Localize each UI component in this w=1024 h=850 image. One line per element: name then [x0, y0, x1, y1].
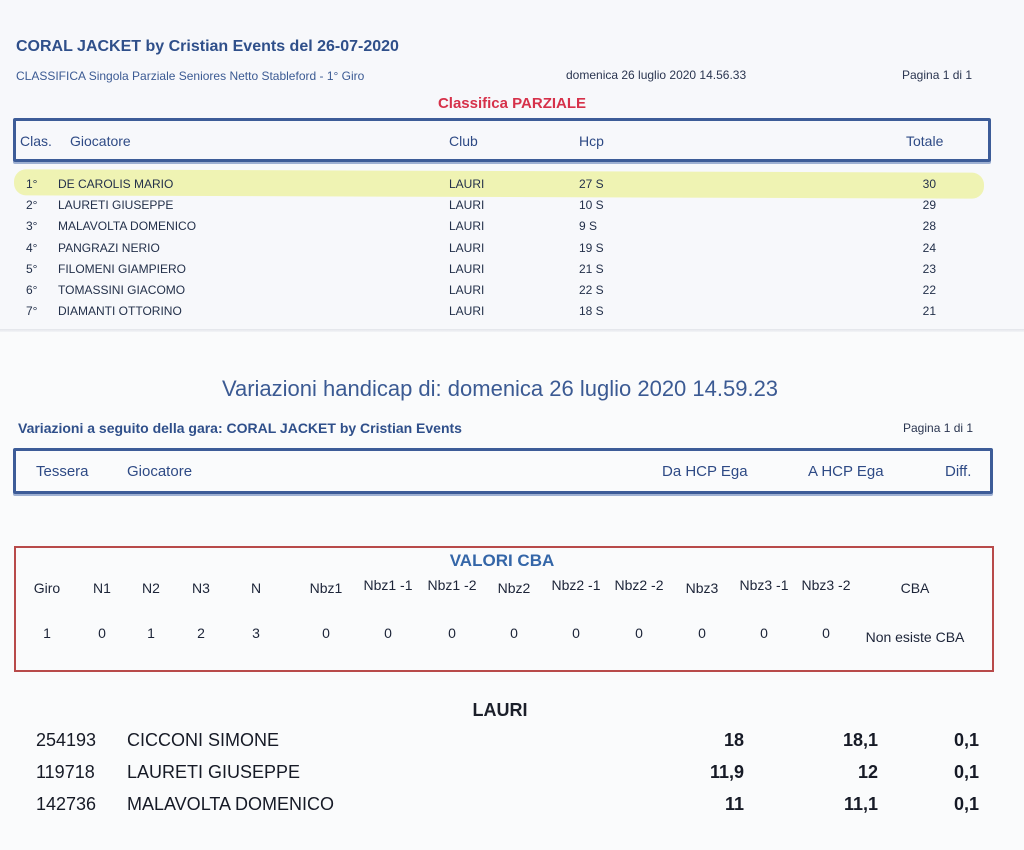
variations-subtitle: Variazioni a seguito della gara: CORAL JACKET by Cristian Events [18, 420, 462, 436]
table-row [0, 762, 1024, 794]
player-name: MALAVOLTA DOMENICO [58, 219, 197, 234]
cba-value-cell: 2 [197, 625, 205, 641]
position: 4° [26, 240, 38, 255]
cba-header-cell: N3 [192, 580, 210, 596]
player-name: PANGRAZI NERIO [58, 240, 160, 255]
club-group-title: LAURI [472, 700, 528, 720]
cba-header-cell: Nbz3 [685, 580, 719, 596]
position: 3° [26, 219, 38, 234]
table-row [0, 198, 1024, 219]
table-row [0, 262, 1024, 283]
table-row [0, 283, 1024, 304]
position: 1° [26, 177, 38, 191]
total-score: 24 [922, 240, 936, 255]
cba-header-cell: Nbz3 -1 [739, 577, 789, 593]
total-score: 23 [922, 261, 936, 276]
cba-value-cell: 0 [448, 625, 456, 641]
cba-value-cell: 0 [822, 625, 830, 641]
cba-header-cell: N [250, 580, 262, 596]
total-score: 28 [922, 219, 936, 234]
col-diff: Diff. [945, 463, 972, 480]
cba-header-cell: N2 [142, 580, 160, 596]
club: LAURI [449, 261, 485, 276]
cba-value-cell: 1 [43, 625, 51, 641]
total-score: 22 [922, 283, 936, 297]
player-name: CICCONI SIMONE [127, 730, 280, 750]
cba-header-cell: Nbz2 [497, 580, 531, 596]
handicap: 9 S [579, 219, 598, 234]
table-row [0, 241, 1024, 262]
club: LAURI [449, 240, 485, 255]
player-name: DE CAROLIS MARIO [58, 177, 174, 191]
table-row [0, 177, 1024, 198]
club: LAURI [449, 198, 485, 213]
cba-value-cell: 0 [635, 625, 643, 641]
variations-header-box [13, 448, 993, 494]
table-row [0, 794, 1024, 826]
cba-header-cell: Giro [33, 580, 61, 596]
total-score: 29 [922, 198, 936, 213]
cba-header-cell: CBA [900, 580, 930, 596]
col-var-player: Giocatore [127, 463, 193, 480]
cba-value-cell: 0 [698, 625, 706, 641]
cba-value-cell: 0 [572, 625, 580, 641]
player-name: DIAMANTI OTTORINO [58, 304, 182, 319]
from-hcp: 11,9 [709, 762, 744, 782]
table-row [0, 730, 1024, 762]
position: 6° [26, 283, 38, 297]
col-to-hcp: A HCP Ega [808, 463, 884, 480]
cba-title: VALORI CBA [449, 551, 555, 570]
handicap: 21 S [579, 261, 604, 276]
to-hcp: 11,1 [843, 794, 878, 814]
cba-header-cell: Nbz1 [309, 580, 343, 596]
player-name: LAURETI GIUSEPPE [127, 762, 301, 782]
position: 7° [26, 304, 38, 319]
cba-header-cell: N1 [93, 580, 111, 596]
club: LAURI [449, 304, 485, 319]
variations-page-number: Pagina 1 di 1 [903, 421, 974, 435]
col-hcp: Hcp [579, 133, 604, 149]
col-total: Totale [906, 133, 944, 149]
to-hcp: 18,1 [842, 730, 878, 750]
cba-header-cell: Nbz1 -2 [427, 577, 477, 593]
hcp-diff: 0,1 [953, 762, 979, 782]
handicap: 10 S [579, 198, 604, 213]
cba-value-cell: 3 [252, 625, 260, 641]
to-hcp: 12 [857, 762, 878, 782]
card-number: 119718 [36, 762, 95, 782]
handicap: 18 S [579, 304, 604, 319]
col-card: Tessera [36, 463, 89, 480]
cba-value-cell: 0 [98, 625, 106, 641]
cba-header-cell: Nbz2 -2 [614, 577, 664, 593]
cba-value-cell: 0 [322, 625, 330, 641]
print-datetime: domenica 26 luglio 2020 14.56.33 [566, 68, 747, 82]
variations-heading: Variazioni handicap di: domenica 26 luglio 2020 14.59.23 [221, 376, 779, 401]
player-name: LAURETI GIUSEPPE [58, 198, 174, 213]
cba-value-cell: 1 [147, 625, 155, 641]
col-from-hcp: Da HCP Ega [662, 463, 748, 480]
from-hcp: 11 [724, 794, 744, 814]
player-name: TOMASSINI GIACOMO [58, 283, 186, 297]
cba-header-cell: Nbz2 -1 [551, 577, 601, 593]
club: LAURI [449, 219, 485, 234]
cba-header-cell: Nbz1 -1 [363, 577, 413, 593]
competition-title: CORAL JACKET by Cristian Events del 26-07-2020 [16, 38, 399, 55]
from-hcp: 18 [723, 730, 744, 750]
position: 2° [26, 198, 38, 213]
page-number: Pagina 1 di 1 [902, 68, 973, 82]
ranking-header-box [13, 118, 991, 162]
total-score: 30 [922, 177, 936, 191]
cba-header-cell: Nbz3 -2 [801, 577, 851, 593]
cba-value-cell: 0 [384, 625, 392, 641]
card-number: 254193 [36, 730, 97, 750]
player-name: FILOMENI GIAMPIERO [58, 261, 187, 276]
section-title: Classifica PARZIALE [437, 95, 587, 112]
total-score: 21 [922, 304, 936, 319]
col-clas: Clas. [20, 133, 52, 149]
hcp-diff: 0,1 [953, 794, 979, 814]
player-name: MALAVOLTA DOMENICO [127, 794, 335, 814]
table-row [0, 304, 1024, 325]
cba-value-cell: 0 [510, 625, 518, 641]
classification-subtitle: CLASSIFICA Singola Parziale Seniores Netto Stableford - 1° Giro [16, 69, 365, 83]
position: 5° [26, 261, 38, 276]
col-club: Club [449, 133, 478, 149]
cba-value-cell: Non esiste CBA [865, 629, 965, 645]
club: LAURI [449, 177, 485, 191]
hcp-diff: 0,1 [953, 730, 979, 750]
club: LAURI [449, 283, 485, 297]
handicap: 22 S [579, 283, 604, 297]
handicap: 19 S [579, 240, 604, 255]
col-player: Giocatore [70, 133, 131, 149]
cba-value-cell: 0 [760, 625, 768, 641]
table-row [0, 219, 1024, 240]
card-number: 142736 [36, 794, 97, 814]
handicap: 27 S [579, 177, 604, 191]
